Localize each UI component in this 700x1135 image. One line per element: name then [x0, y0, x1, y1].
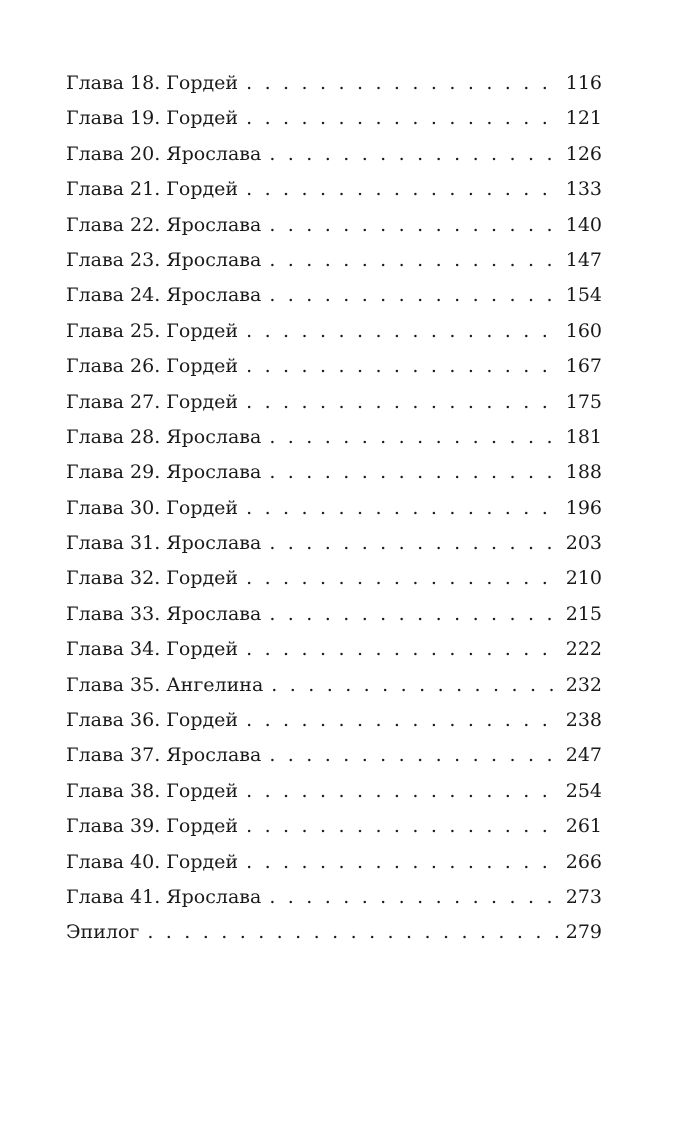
toc-entry-page-number: 121 [565, 107, 602, 130]
toc-entry-title: Глава 28. Ярослава [66, 425, 262, 448]
dot-leader [246, 349, 562, 384]
toc-entry-title: Глава 31. Ярослава [66, 532, 262, 555]
dot-leader [269, 420, 561, 455]
toc-entry [66, 455, 602, 490]
toc-entry [66, 561, 602, 596]
toc-entry-page-number: 147 [565, 248, 602, 271]
toc-entry-page-number: 254 [565, 779, 602, 802]
toc-entry-page-number: 167 [565, 355, 602, 378]
toc-entry-page-number: 238 [565, 709, 602, 732]
toc-entry-title: Глава 34. Гордей [66, 638, 239, 661]
dot-leader [246, 703, 562, 738]
toc-entry [66, 632, 602, 667]
dot-leader [246, 809, 562, 844]
toc-entry-title: Глава 23. Ярослава [66, 248, 262, 271]
toc-entry-page-number: 126 [565, 142, 602, 165]
toc-entry-title: Глава 24. Ярослава [66, 284, 262, 307]
toc-entry [66, 809, 602, 844]
dot-leader [246, 172, 562, 207]
toc-entry-page-number: 247 [565, 744, 602, 767]
toc-entry-page-number: 154 [565, 284, 602, 307]
toc-entry [66, 738, 602, 773]
toc-entry-title: Глава 22. Ярослава [66, 213, 262, 236]
toc-entry-page-number: 210 [565, 567, 602, 590]
toc-entry [66, 774, 602, 809]
toc-entry [66, 597, 602, 632]
toc-entry-title: Глава 20. Ярослава [66, 142, 262, 165]
toc-entry-title: Глава 19. Гордей [66, 107, 239, 130]
toc-entry-page-number: 215 [565, 602, 602, 625]
toc-entry-page-number: 196 [565, 496, 602, 519]
toc-entry-title: Эпилог [66, 921, 140, 944]
toc-entry [66, 66, 602, 101]
dot-leader [246, 774, 562, 809]
toc-entry [66, 880, 602, 915]
dot-leader [269, 738, 561, 773]
dot-leader [269, 208, 561, 243]
toc-entry [66, 101, 602, 136]
toc-entry [66, 137, 602, 172]
toc-entry-title: Глава 40. Гордей [66, 850, 239, 873]
toc-entry-page-number: 116 [565, 72, 602, 94]
toc-entry-page-number: 261 [565, 815, 602, 838]
toc-entry [66, 278, 602, 313]
dot-leader [246, 314, 562, 349]
toc-entry-title: Глава 32. Гордей [66, 567, 239, 590]
dot-leader [246, 561, 562, 596]
toc-entry [66, 208, 602, 243]
toc-entry [66, 172, 602, 207]
toc-entry-title: Глава 25. Гордей [66, 319, 239, 342]
toc-entry-title: Глава 36. Гордей [66, 709, 239, 732]
dot-leader [269, 526, 561, 561]
dot-leader [271, 668, 561, 703]
toc-entry [66, 420, 602, 455]
toc-entry [66, 314, 602, 349]
toc-entry [66, 915, 602, 950]
toc-entry-page-number: 279 [565, 921, 602, 944]
toc-entry-title: Глава 38. Гордей [66, 779, 239, 802]
toc-entry [66, 385, 602, 420]
toc-entry-title: Глава 27. Гордей [66, 390, 239, 413]
dot-leader [246, 385, 562, 420]
toc-entry-title: Глава 37. Ярослава [66, 744, 262, 767]
toc-entry-page-number: 266 [565, 850, 602, 873]
toc-entry [66, 703, 602, 738]
toc-entry-page-number: 232 [565, 673, 602, 696]
dot-leader [246, 632, 562, 667]
toc-entry-title: Глава 41. Ярослава [66, 885, 262, 908]
toc-entry-title: Глава 26. Гордей [66, 355, 239, 378]
table-of-contents [66, 66, 602, 951]
dot-leader [246, 101, 562, 136]
dot-leader [147, 915, 561, 950]
dot-leader [269, 880, 561, 915]
toc-entry-page-number: 203 [565, 532, 602, 555]
toc-entry-title: Глава 39. Гордей [66, 815, 239, 838]
toc-entry [66, 526, 602, 561]
toc-entry [66, 349, 602, 384]
toc-entry-title: Глава 35. Ангелина [66, 673, 264, 696]
toc-entry-page-number: 160 [565, 319, 602, 342]
dot-leader [269, 243, 561, 278]
toc-entry-page-number: 188 [565, 461, 602, 484]
toc-entry-page-number: 273 [565, 885, 602, 908]
dot-leader [269, 597, 561, 632]
toc-entry-title: Глава 21. Гордей [66, 178, 239, 201]
toc-entry-page-number: 140 [565, 213, 602, 236]
toc-entry-page-number: 181 [565, 425, 602, 448]
toc-entry-page-number: 133 [565, 178, 602, 201]
toc-entry-title: Глава 30. Гордей [66, 496, 239, 519]
dot-leader [269, 278, 561, 313]
dot-leader [246, 491, 562, 526]
toc-entry-title: Глава 33. Ярослава [66, 602, 262, 625]
toc-entry [66, 845, 602, 880]
toc-entry [66, 243, 602, 278]
toc-entry-page-number: 222 [565, 638, 602, 661]
dot-leader [269, 455, 561, 490]
dot-leader [246, 845, 562, 880]
toc-entry [66, 491, 602, 526]
toc-entry-title: Глава 29. Ярослава [66, 461, 262, 484]
dot-leader [246, 66, 562, 101]
toc-entry [66, 668, 602, 703]
toc-entry-page-number: 175 [565, 390, 602, 413]
toc-entry-title: Глава 18. Гордей [66, 72, 239, 94]
dot-leader [269, 137, 561, 172]
